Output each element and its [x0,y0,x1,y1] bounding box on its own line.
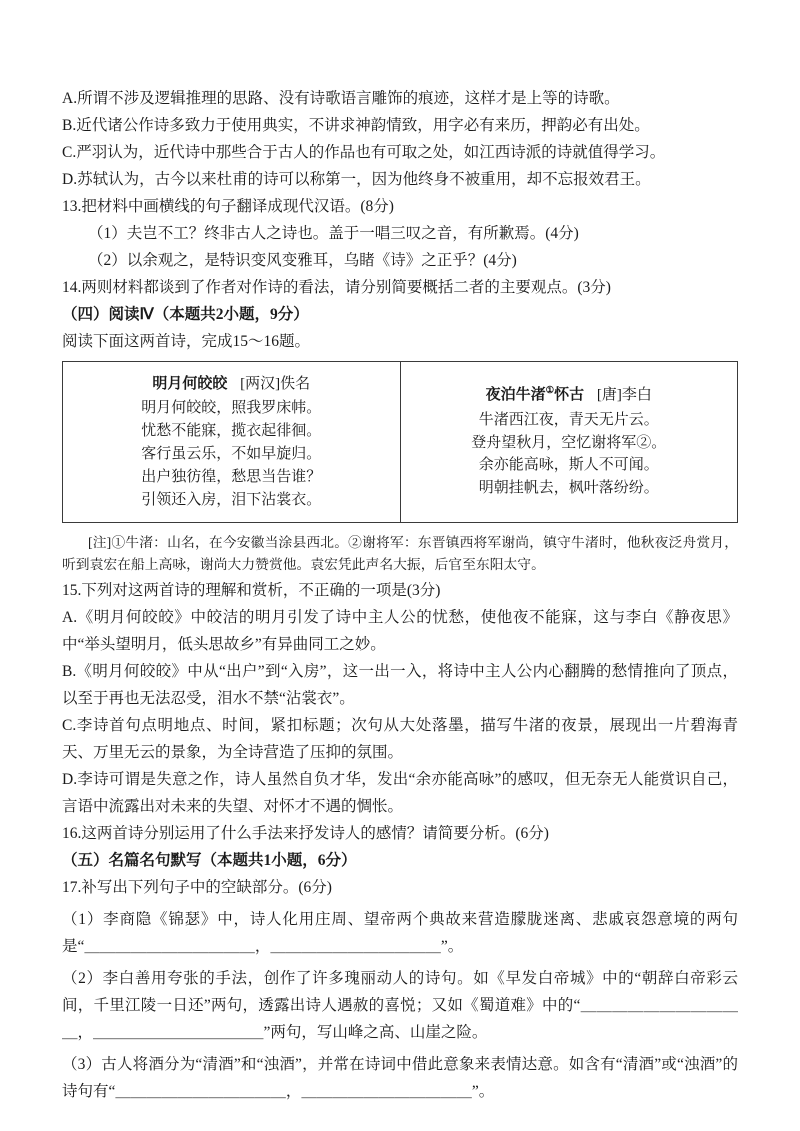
section-4-intro: 阅读下面这两首诗，完成15～16题。 [62,332,311,350]
question-15-option-b: B.《明月何皎皎》中从“出户”到“入房”，这一出一入，将诗中主人公内心翻腾的愁情推向了顶点，以至于再也无法忍受，泪水不禁“沾裳衣”。 [62,662,738,707]
section-4-heading: （四）阅读Ⅳ（本题共2小题，9分） [62,305,309,323]
question-17-stem: 17.补写出下列句子中的空缺部分。(6分) [62,878,332,896]
poem-right-title-line [486,384,652,407]
question-12-option-c: C.严羽认为，近代诗中那些合于古人的作品也有可取之处，如江西诗派的诗就值得学习。 [62,143,666,161]
poem-right-line: 余亦能高咏，斯人不可闻。 [478,457,659,474]
poem-left-line: 出户独彷徨，愁思当告谁？ [141,468,322,485]
poem-left-author: [两汉]佚名 [240,375,311,392]
question-13-part-2: （2）以余观之，是特识变风变雅耳，乌睹《诗》之正乎？(4分) [88,251,517,269]
question-17-item-1: （1）李商隐《锦瑟》中，诗人化用庄周、望帝两个典故来营造朦胧迷离、悲戚哀怨意境的两句是“＿＿＿＿＿＿＿＿＿＿＿，＿＿＿＿＿＿＿＿＿＿＿”。 [62,910,738,955]
poem-left-line: 引领还入房，泪下沾裳衣。 [141,491,322,508]
poem-left-line: 明月何皎皎，照我罗床帏。 [141,400,322,417]
poem-left-line: 忧愁不能寐，揽衣起徘徊。 [141,423,322,440]
poem-left-line: 客行虽云乐，不如早旋归。 [141,446,322,463]
poem-left-cell [63,362,401,523]
question-12-option-b: B.近代诸公作诗多致力于使用典实，不讲求神韵情致，用字必有来历，押韵必有出处。 [62,116,650,134]
section-5-heading: （五）名篇名句默写（本题共1小题，6分） [62,851,357,869]
question-13-stem: 13.把材料中画横线的句子翻译成现代汉语。(8分) [62,197,394,215]
poems-footnote: [注]①牛渚：山名，在今安徽当涂县西北。②谢将军：东晋镇西将军谢尚，镇守牛渚时，他秋夜泛舟赏月，听到袁宏在船上高咏，谢尚大力赞赏他。袁宏凭此声名大振，后官至东阳太守。 [62,535,738,573]
question-17-item-2: （2）李白善用夸张的手法，创作了许多瑰丽动人的诗句。如《早发白帝城》中的“朝辞白帝彩云间，千里江陵一日还”两句，透露出诗人遇赦的喜悦；又如《蜀道难》中的“＿＿＿＿＿＿＿＿＿＿＿，＿＿＿＿＿＿＿＿＿＿＿”两句，写山峰之高、山崖之险。 [62,969,738,1041]
poem-right-line: 登舟望秋月，空忆谢将军②。 [471,434,667,451]
question-15-stem: 15.下列对这两首诗的理解和赏析，不正确的一项是(3分) [62,582,441,600]
poem-right-line: 牛渚西江夜，青天无片云。 [478,411,659,428]
question-15-option-a: A.《明月何皎皎》中皎洁的明月引发了诗中主人公的忧愁，使他夜不能寐，这与李白《静夜思》中“举头望明月，低头思故乡”有异曲同工之妙。 [62,609,738,653]
poem-right-title-superscript: ① [545,386,555,397]
question-17-item-3: （3）古人将酒分为“清酒”和“浊酒”，并常在诗词中借此意象来表情达意。如含有“清酒”或“浊酒”的诗句有“＿＿＿＿＿＿＿＿＿＿＿，＿＿＿＿＿＿＿＿＿＿＿”。 [62,1055,738,1100]
poems-table [62,361,738,524]
poem-right-line: 明朝挂帆去，枫叶落纷纷。 [478,480,659,497]
question-12-option-d: D.苏轼认为，古今以来杜甫的诗可以称第一，因为他终身不被重用，却不忘报效君王。 [62,170,651,188]
poem-right-cell [401,362,738,523]
poem-left-title-line [152,373,310,396]
poem-right-title-rest: 怀古 [554,387,585,404]
poem-right-author: [唐]李白 [596,387,652,404]
poem-right-title [486,387,585,403]
question-16-stem: 16.这两首诗分别运用了什么手法来抒发诗人的感情？请简要分析。(6分) [62,824,549,842]
poem-left-title: 明月何皎皎 [152,375,228,392]
question-15-option-d: D.李诗可谓是失意之作，诗人虽然自负才华，发出“余亦能高咏”的感叹，但无奈无人能赏识自己，言语中流露出对未来的失望、对怀才不遇的惆怅。 [62,770,738,815]
poem-right-title-main: 夜泊牛渚 [485,387,546,404]
question-14-stem: 14.两则材料都谈到了作者对作诗的看法，请分别简要概括二者的主要观点。(3分) [62,278,611,296]
question-12-option-a: A.所谓不涉及逻辑推理的思路、没有诗歌语言雕饰的痕迹，这样才是上等的诗歌。 [62,90,620,107]
question-13-part-1: （1）夫岂不工？终非古人之诗也。盖于一唱三叹之音，有所歉焉。(4分) [88,224,579,242]
question-15-option-c: C.李诗首句点明地点、时间，紧扣标题；次句从大处落墨，描写牛渚的夜景，展现出一片碧海青天、万里无云的景象，为全诗营造了压抑的氛围。 [62,716,738,761]
